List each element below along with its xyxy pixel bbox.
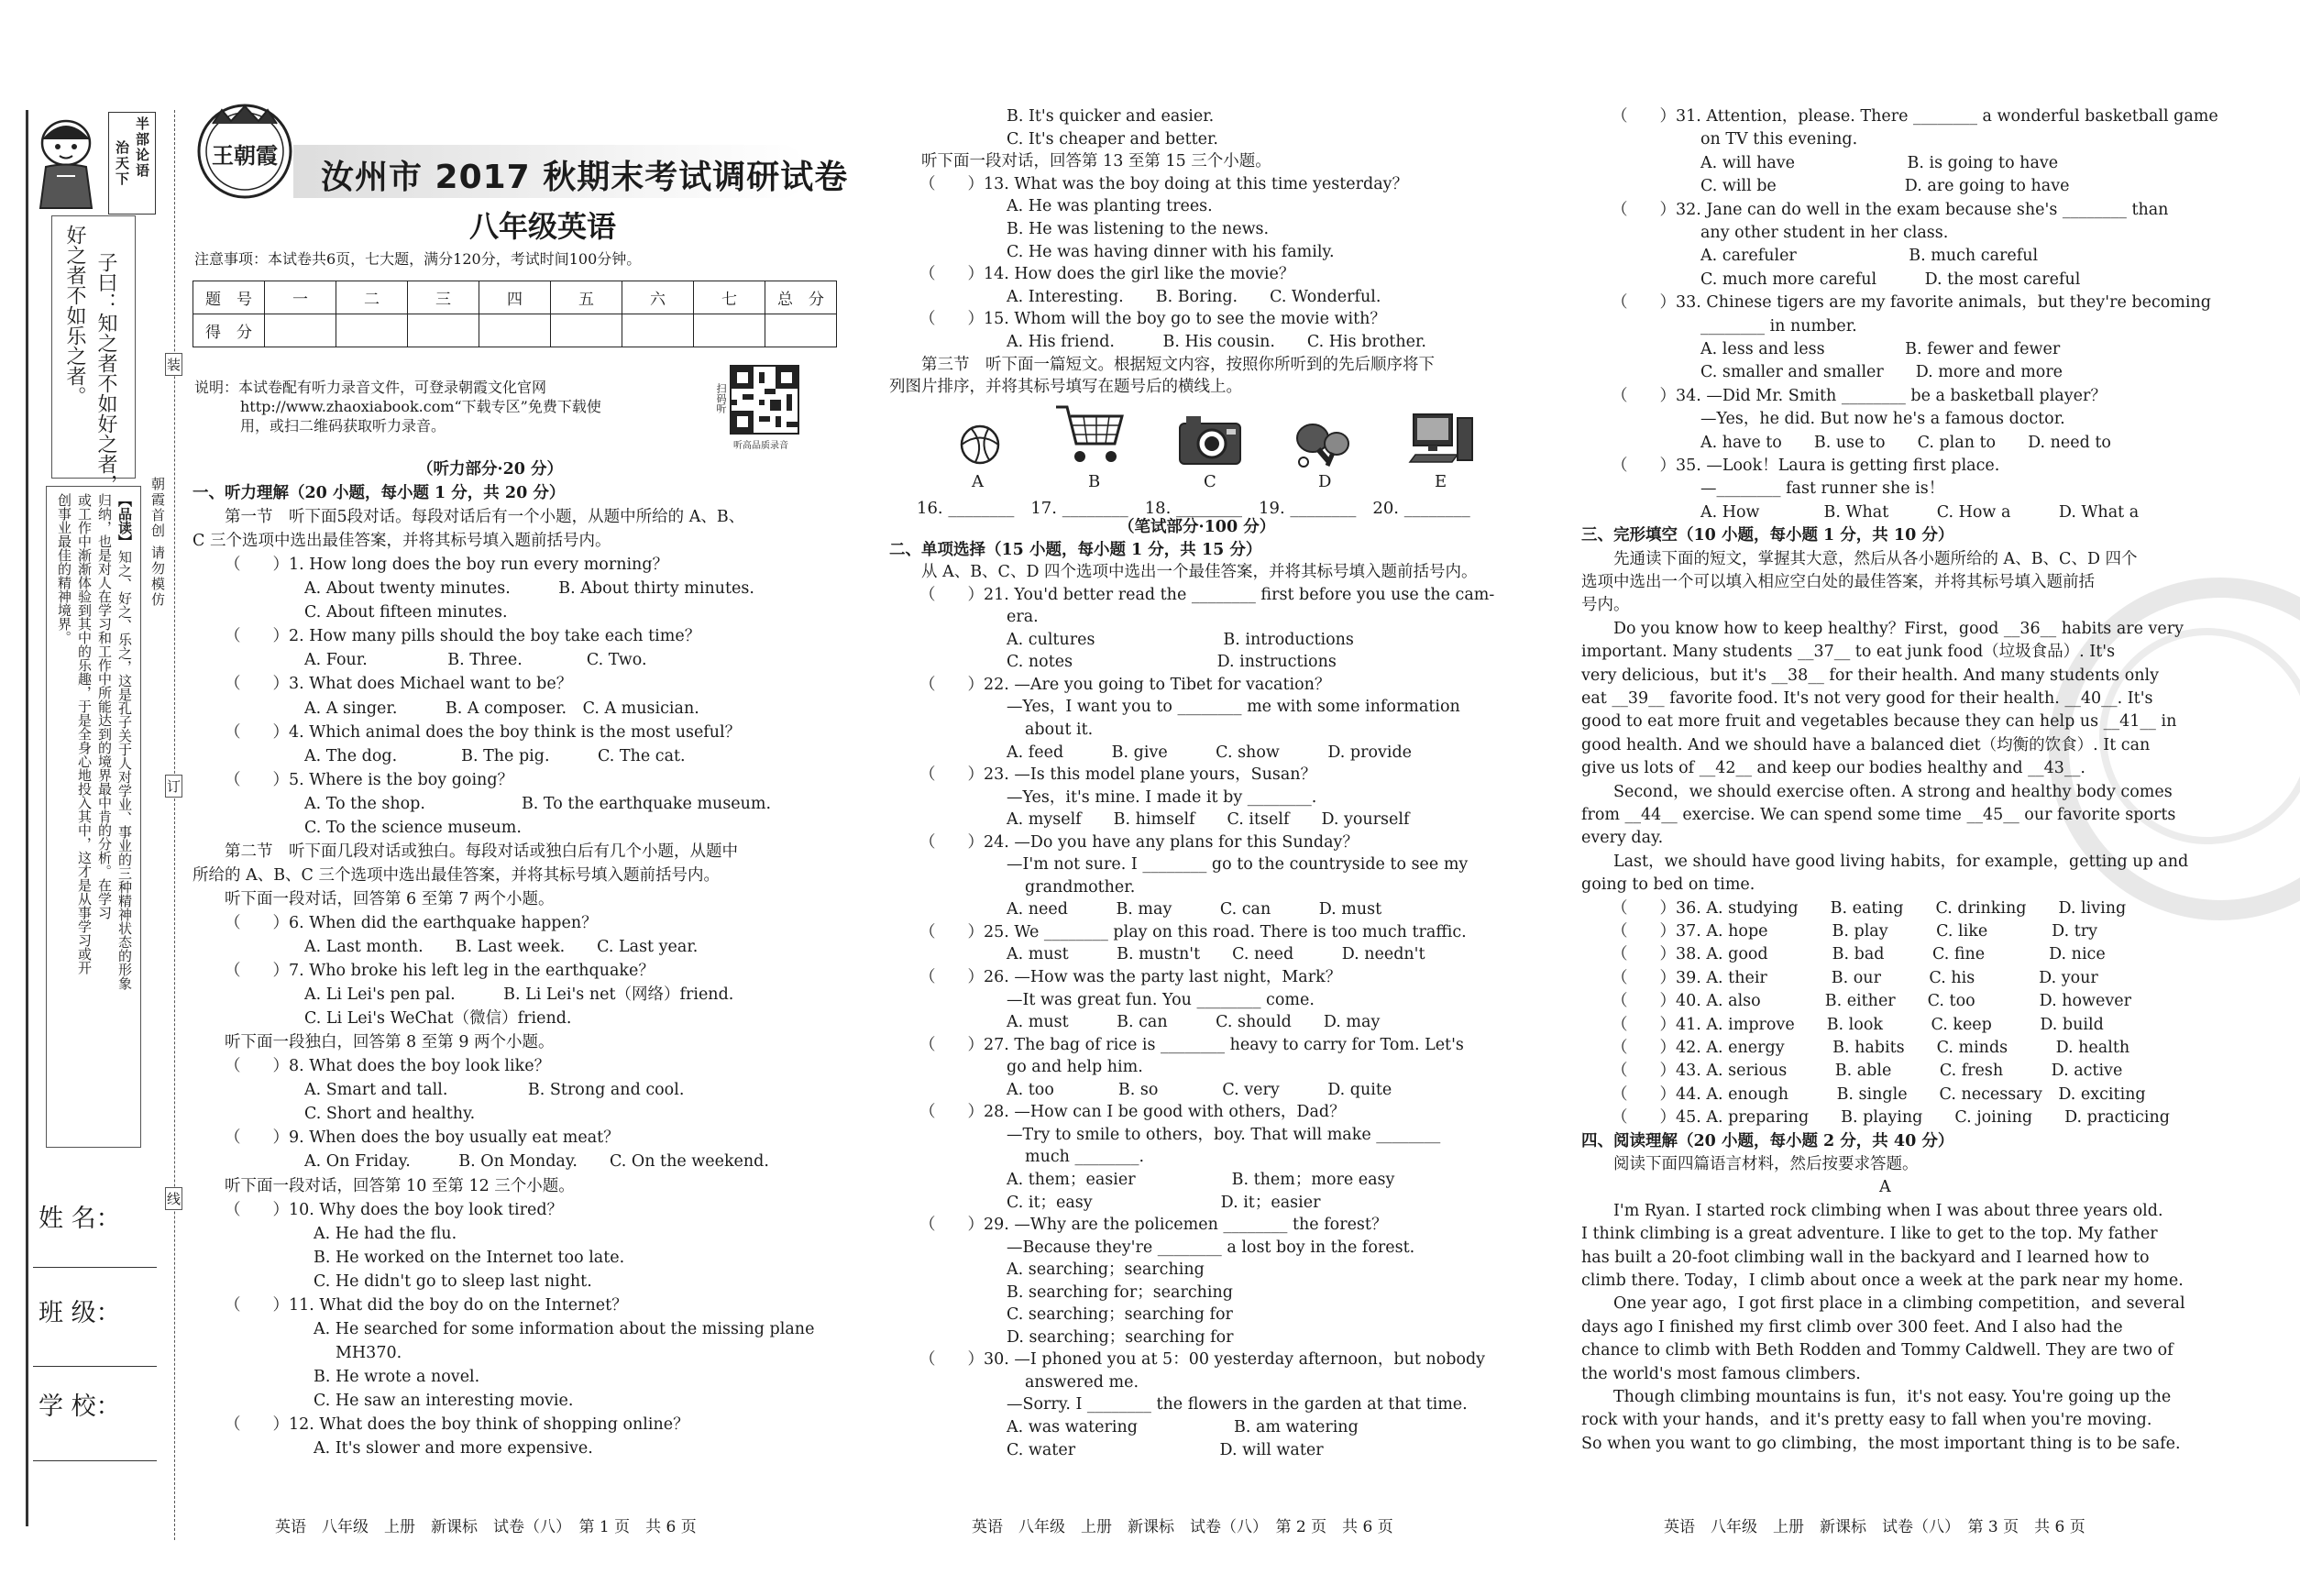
text-line: —Yes，I want you to ________ me with some information	[1007, 698, 1460, 717]
text-line: 听下面一段独白，回答第 8 至第 9 两个小题。	[193, 1033, 555, 1052]
picture-label: D	[1318, 472, 1332, 491]
score-table-header-row	[193, 281, 837, 314]
picture-answer-line[interactable]: 16. ________ 17. ________ 18. ________ 19. ________ 20. ________	[917, 499, 1470, 518]
text-line: —Because they're ________ a lost boy in the forest.	[1007, 1238, 1415, 1257]
text-line: A. searching；searching	[1007, 1260, 1205, 1280]
text-line: A. Interesting. B. Boring. C. Wonderful.	[1007, 287, 1381, 306]
text-line: —________ fast runner she is！	[1700, 479, 1945, 499]
text-line: A. Four. B. Three. C. Two.	[304, 651, 647, 670]
text-line: Do you know how to keep healthy？First，good __36__ habits are very	[1581, 619, 2184, 638]
question-line: （ ）44. A. enough B. single C. necessary D. exciting	[1612, 1084, 2146, 1104]
shopping-cart-icon	[1052, 402, 1126, 471]
banner-char: 半	[134, 116, 150, 132]
text-line: from __44__ exercise. We can spend some time __45__ our favorite sports	[1581, 806, 2176, 824]
text-line: very delicious，but it's __38__ for their health. And many students only	[1581, 666, 2159, 685]
text-line: A. feed B. give C. show D. provide	[1007, 743, 1413, 762]
question-line: （ ）8. What does the boy look like？	[225, 1057, 551, 1076]
score-cell: 五	[551, 281, 622, 314]
score-input[interactable]	[479, 314, 551, 347]
banner-char: 语	[134, 163, 150, 179]
text-line: C. About fifteen minutes.	[304, 603, 508, 622]
text-line: A. It's slower and more expensive.	[314, 1439, 593, 1458]
score-cell: 二	[336, 281, 408, 314]
text-line: A. need B. may C. can D. must	[1007, 900, 1382, 919]
score-input[interactable]	[408, 314, 479, 347]
text-line: rock with your hands，and it's pretty easy to fall when you're moving.	[1581, 1411, 2152, 1430]
picture-label: A	[972, 472, 984, 491]
text-line: A. Smart and tall. B. Strong and cool.	[304, 1081, 685, 1100]
notice: 注意事项：本试卷共6页，七大题，满分120分，考试时间100分钟。	[194, 250, 642, 268]
page-footer-3: 英语 八年级 上册 新课标 试卷（八） 第 3 页 共 6 页	[1664, 1518, 2085, 1536]
text-line: A. myself B. himself C. itself D. yourself	[1007, 810, 1410, 830]
text-line: A. On Friday. B. On Monday. C. On the weekend.	[304, 1152, 769, 1172]
text-line: B. It's quicker and easier.	[1007, 107, 1215, 126]
text-line: I think climbing is a great adventure. I like to get to the top. My father	[1581, 1225, 2158, 1244]
text-line: —Try to smile to others，boy. That will make ________	[1007, 1125, 1441, 1144]
text-line: good health. And we should have a balanced diet（均衡的饮食）. It can	[1581, 735, 2151, 754]
text-line: Last，we should have good living habits，for example，getting up and	[1581, 852, 2189, 871]
banner-char: 天	[114, 156, 130, 171]
question-line: （ ）23. —Is this model plane yours，Susan？	[919, 765, 1317, 785]
sidebar-pindu-line: 或工作中渐渐体验到其中的乐趣，于是全身心地投入其中，这才是从事学习或开	[76, 493, 93, 974]
text-line: 三、完形填空（10 小题，每小题 1 分，共 10 分）	[1581, 526, 1954, 545]
banner-char: 下	[114, 171, 130, 187]
sidebar-quote-line: 好之者不如乐之者。	[63, 225, 86, 406]
text-line: C. To the science museum.	[304, 818, 522, 837]
text-line: C. searching；searching for	[1007, 1305, 1233, 1325]
text-line: C. much more careful D. the most careful	[1700, 270, 2081, 289]
text-line: A. will have B. is going to have	[1700, 153, 2059, 172]
sidebar-class-label: 班 级：	[39, 1299, 121, 1327]
explain-line: 说明：本试卷配有听力录音文件，可登录朝霞文化官网	[194, 379, 547, 396]
text-line: on TV this evening.	[1700, 130, 1858, 149]
text-line: C. it；easy D. it；easier	[1007, 1193, 1321, 1212]
text-line: eat __39__ favorite food. It's not very good for their health. __40__. It's	[1581, 689, 2153, 708]
text-line: A. carefuler B. much careful	[1700, 247, 2039, 266]
text-line: Though climbing mountains is fun，it's not easy. You're going up the	[1581, 1388, 2172, 1406]
text-line: any other student in her class.	[1700, 224, 1949, 242]
question-line: （ ）12. What does the boy think of shopping online？	[225, 1415, 689, 1434]
question-line: （ ）39. A. their B. our C. his D. your	[1612, 968, 2098, 987]
question-line: （ ）3. What does Michael want to be？	[225, 675, 573, 694]
text-line: 第三节 听下面一篇短文。根据短文内容，按照你所听到的先后顺序将下	[889, 355, 1435, 374]
qr-side-text: 扫码听	[715, 383, 727, 413]
score-table	[193, 281, 837, 347]
question-line: （ ）21. You'd better read the ________ first before you use the cam-	[919, 585, 1495, 604]
question-line: （ ）40. A. also B. either C. too D. however	[1612, 992, 2131, 1011]
text-line: good to eat more fruit and vegetables because they can help us __41__ in	[1581, 712, 2177, 732]
text-line: A. must B. mustn't C. need D. needn't	[1007, 945, 1425, 964]
text-line: C. water D. will water	[1007, 1440, 1324, 1459]
computer-icon	[1404, 409, 1478, 473]
text-line: 所给的 A、B、C 三个选项中选出最佳答案，并将其标号填入题前括号内。	[193, 865, 721, 885]
text-line: about it.	[1025, 720, 1094, 739]
text-line: A. He had the flu.	[314, 1224, 457, 1243]
score-table-score-row	[193, 314, 837, 347]
text-line: A. How B. What C. How a D. What a	[1700, 502, 2140, 522]
score-cell: 一	[265, 281, 336, 314]
text-line: One year ago，I got first place in a climbing competition，and several	[1581, 1294, 2185, 1314]
text-line: chance to climb with Beth Rodden and Tommy Caldwell. They are two of	[1581, 1341, 2173, 1360]
text-line: C 三个选项中选出最佳答案，并将其标号填入题前括号内。	[193, 532, 611, 551]
question-line: （ ）33. Chinese tigers are my favorite animals，but they're becoming	[1612, 293, 2211, 313]
text-line: the world's most famous climbers.	[1581, 1364, 1861, 1383]
fold-mark: 线	[165, 1187, 182, 1210]
text-line: A. Last month. B. Last week. C. Last year.	[304, 938, 699, 956]
text-line: grandmother.	[1025, 877, 1136, 897]
banner-char: 论	[134, 148, 150, 163]
sidebar-slogan: 朝霞首创 请勿模仿	[149, 477, 166, 608]
question-line: （ ）1. How long does the boy run every morning？	[225, 556, 669, 575]
text-line: 二、单项选择（15 小题，每小题 1 分，共 15 分）	[889, 540, 1262, 559]
sidebar-name-field[interactable]	[33, 1267, 157, 1268]
text-line: —Yes，he did. But now he's a famous doctor.	[1700, 410, 2065, 429]
question-line: （ ）14. How does the girl like the movie？	[919, 265, 1295, 284]
text-line: 一、听力理解（20 小题，每小题 1 分，共 20 分）	[193, 484, 566, 503]
text-line: answered me.	[1025, 1372, 1139, 1392]
question-line: （ ）28. —How can I be good with others，Dad？	[919, 1103, 1346, 1122]
sidebar-pindu-line: 创事业最佳的精神境界。	[56, 493, 72, 644]
question-line: （ ）9. When does the boy usually eat meat？	[225, 1128, 620, 1148]
text-line: —It was great fun. You ________ come.	[1007, 990, 1315, 1009]
text-line: going to bed on time.	[1581, 875, 1755, 895]
question-line: （ ）27. The bag of rice is ________ heavy to carry for Tom. Let's	[919, 1035, 1464, 1054]
text-line: —Yes，it's mine. I made it by ________.	[1007, 787, 1317, 807]
explain-line: 用，或扫二维码获取听力录音。	[240, 417, 446, 435]
text-line: give us lots of __42__ and keep our bodies healthy and __43__.	[1581, 759, 2085, 778]
text-line: MH370.	[336, 1343, 402, 1362]
qr-caption: 听高品质录音	[733, 441, 788, 451]
picture-label: E	[1435, 472, 1447, 491]
text-line: has built a 20-foot climbing wall in the backyard and I learned how to	[1581, 1248, 2150, 1267]
sidebar-name-label: 姓 名：	[39, 1205, 121, 1233]
text-line: A. To the shop. B. To the earthquake museum.	[304, 794, 772, 813]
score-cell: 三	[408, 281, 479, 314]
text-line: 第一节 听下面5段对话。每段对话后有一个小题，从题中所给的 A、B、	[193, 508, 745, 527]
text-line: B. He wrote a novel.	[314, 1367, 480, 1386]
volleyball-icon	[953, 422, 1007, 471]
text-line: 先通读下面的短文，掌握其大意，然后从各小题所给的 A、B、C、D 四个	[1581, 549, 2138, 568]
question-line: （ ）10. Why does the boy look tired？	[225, 1200, 564, 1219]
question-line: （ ）4. Which animal does the boy think is the most useful？	[225, 722, 742, 742]
question-line: （ ）13. What was the boy doing at this time yesterday？	[919, 174, 1409, 193]
question-line: （ ）26. —How was the party last night，Mark？	[919, 968, 1342, 986]
score-cell: 四	[479, 281, 551, 314]
text-line: C. He didn't go to sleep last night.	[314, 1271, 592, 1291]
text-line: A. must B. can C. should D. may	[1007, 1013, 1381, 1032]
text-line: A. was watering B. am watering	[1007, 1418, 1359, 1436]
text-line: A. Li Lei's pen pal. B. Li Lei's net（网络）friend.	[304, 985, 734, 1005]
question-line: （ ）35. —Look！Laura is getting first place.	[1612, 457, 2000, 475]
sidebar-banner	[108, 112, 156, 215]
text-line: B. He was listening to the news.	[1007, 220, 1270, 238]
question-line: （ ）30. —I phoned you at 5：00 yesterday afternoon，but nobody	[919, 1350, 1486, 1370]
question-line: （ ）24. —Do you have any plans for this Sunday？	[919, 832, 1359, 852]
score-input[interactable]	[694, 314, 765, 347]
text-line: A. The dog. B. The pig. C. The cat.	[304, 746, 686, 765]
text-line: —I'm not sure. I ________ go to the countryside to see my	[1007, 855, 1469, 875]
score-cell: 七	[694, 281, 765, 314]
text-line: 号内。	[1581, 596, 1630, 615]
text-line: 列图片排序，并将其标号填写在题号后的横线上。	[889, 378, 1242, 397]
text-line: important. Many students __37__ to eat junk food（垃圾食品）. It's	[1581, 643, 2116, 662]
score-cell: 题 号	[193, 281, 265, 314]
text-line: D. searching；searching for	[1007, 1327, 1234, 1347]
text-line: B. searching for；searching	[1007, 1282, 1233, 1302]
text-line: I'm Ryan. I started rock climbing when I was about three years old.	[1581, 1201, 2163, 1220]
camera-icon	[1177, 411, 1243, 471]
sidebar-pindu-line: 归纳，也是对人在学习和工作中所能达到的境界最中肯的分析。在学习	[96, 493, 113, 919]
text-line: C. He was having dinner with his family.	[1007, 242, 1335, 261]
question-line: （ ）5. Where is the boy going？	[225, 770, 514, 789]
text-line: C. notes D. instructions	[1007, 653, 1337, 672]
text-line: 听下面一段对话，回答第 6 至第 7 两个小题。	[193, 889, 555, 908]
text-line: C. Short and healthy.	[304, 1105, 476, 1124]
fold-mark: 装	[165, 353, 182, 376]
question-line: （ ）11. What did the boy do on the Internet？	[225, 1295, 628, 1315]
text-line: 四、阅读理解（20 小题，每小题 2 分，共 40 分）	[1581, 1131, 1954, 1150]
sidebar-school-label: 学 校：	[39, 1392, 121, 1421]
text-line: every day.	[1581, 829, 1664, 848]
text-line: 选项中选出一个可以填入相应空白处的最佳答案，并将其标号填入题前括	[1581, 573, 2095, 591]
text-line: ________ in number.	[1700, 316, 1857, 336]
sidebar-quote-line: 子曰：知之者不如好之者，	[94, 252, 117, 494]
sidebar-class-field[interactable]	[33, 1366, 157, 1367]
binding-line	[174, 110, 175, 1540]
text-line: go and help him.	[1007, 1058, 1143, 1077]
page-footer-2: 英语 八年级 上册 新课标 试卷（八） 第 2 页 共 6 页	[972, 1518, 1393, 1536]
text-line: C. It's cheaper and better.	[1007, 129, 1218, 149]
sidebar-school-field[interactable]	[33, 1460, 157, 1461]
question-line: （ ）6. When did the earthquake happen？	[225, 913, 598, 932]
score-input[interactable]	[336, 314, 408, 347]
text-line: A. He was planting trees.	[1007, 197, 1213, 216]
question-line: （ ）15. Whom will the boy go to see the movie with？	[919, 310, 1386, 329]
explain-line: http://www.zhaoxiabook.com“下载专区”免费下载使	[240, 398, 601, 415]
score-input[interactable]	[765, 314, 837, 347]
text-line: A. His friend. B. His cousin. C. His brother.	[1007, 333, 1426, 351]
text-line: C. smaller and smaller D. more and more	[1700, 363, 2063, 382]
question-line: （ ）31. Attention，please. There ________ a wonderful basketball game	[1612, 107, 2218, 126]
text-line: A. He searched for some information about the missing plane	[314, 1319, 815, 1338]
text-line: C. He saw an interesting movie.	[314, 1391, 574, 1410]
text-line: 听下面一段对话，回答第 13 至第 15 三个小题。	[889, 152, 1271, 171]
text-line: C. will be D. are going to have	[1700, 177, 2070, 196]
text-line: 阅读下面四篇语言材料，然后按要求答题。	[1581, 1155, 1919, 1173]
question-line: （ ）43. A. serious B. able C. fresh D. active	[1612, 1062, 2123, 1081]
question-line: （ ）42. A. energy B. habits C. minds D. health	[1612, 1039, 2130, 1057]
question-line: （ ）37. A. hope B. play C. like D. try	[1612, 922, 2097, 941]
banner-char: 部	[134, 132, 150, 148]
text-line: C. Li Lei's WeChat（微信）friend.	[304, 1009, 572, 1029]
ping-pong-icon	[1291, 420, 1355, 475]
sidebar-mascot	[29, 112, 103, 213]
score-input[interactable]	[265, 314, 336, 347]
page-footer-1: 英语 八年级 上册 新课标 试卷（八） 第 1 页 共 6 页	[275, 1518, 697, 1536]
text-line: A. less and less B. fewer and fewer	[1700, 340, 2061, 358]
text-line: A. cultures B. introductions	[1007, 630, 1354, 649]
sidebar-pindu-line: 知之、好之、乐之，这是孔子关于人对学业、事业的三种精神状态的形象	[116, 550, 133, 990]
score-cell: 六	[622, 281, 694, 314]
banner-char: 治	[114, 140, 130, 156]
score-label: 得 分	[193, 314, 265, 347]
text-line: A	[1879, 1178, 1891, 1197]
fold-mark: 订	[165, 775, 182, 798]
text-line: A. About twenty minutes. B. About thirty minutes.	[304, 579, 754, 599]
text-line: days ago I finished my first climb over 300 feet. And I also had the	[1581, 1317, 2123, 1337]
question-line: （ ）34. —Did Mr. Smith ________ be a basketball player？	[1612, 386, 2107, 405]
exam-title: 汝州市 2017 秋期末考试调研试卷	[321, 159, 849, 196]
brand-logo-text: 王朝霞	[212, 142, 278, 169]
question-line: （ ）29. —Why are the policemen ________ the forest？	[919, 1216, 1388, 1235]
question-line: （ ）36. A. studying B. eating C. drinking D. living	[1612, 898, 2127, 918]
text-line: So when you want to go climbing，the most important thing is to be safe.	[1581, 1434, 2181, 1453]
sidebar-pindu-title: 【品读】	[116, 493, 133, 548]
question-line: （听力部分·20 分）	[417, 460, 564, 479]
exam-subtitle: 八年级英语	[469, 209, 617, 244]
qr-code[interactable]	[730, 365, 799, 435]
question-line: （ ）25. We ________ play on this road. There is too much traffic.	[919, 922, 1467, 941]
text-line: A. A singer. B. A composer. C. A musician.	[304, 699, 699, 718]
text-line: Second，we should exercise often. A strong and healthy body comes	[1581, 782, 2173, 801]
question-line: （ ）32. Jane can do well in the exam because she's ________ than	[1612, 200, 2169, 219]
text-line: —Sorry. I ________ the flowers in the garden at that time.	[1007, 1395, 1468, 1414]
text-line: much ________.	[1025, 1148, 1145, 1167]
text-line: 听下面一段对话，回答第 10 至第 12 三个小题。	[193, 1176, 575, 1195]
score-cell: 总 分	[765, 281, 837, 314]
text-line: A. have to B. use to C. plan to D. need to	[1700, 433, 2111, 452]
question-line: （ ）41. A. improve B. look C. keep D. build	[1612, 1015, 2104, 1034]
text-line: B. He worked on the Internet too late.	[314, 1248, 625, 1267]
brand-logo	[194, 101, 295, 202]
score-input[interactable]	[551, 314, 622, 347]
text-line: 第二节 听下面几段对话或独白。每段对话或独白后有几个小题，从题中	[193, 842, 738, 861]
question-line: （ ）2. How many pills should the boy take each time？	[225, 627, 701, 646]
picture-label: B	[1088, 472, 1101, 491]
question-line: （ ）45. A. preparing B. playing C. joining D. practicing	[1612, 1108, 2170, 1128]
picture-label: C	[1204, 472, 1216, 491]
text-line: 从 A、B、C、D 四个选项中选出一个最佳答案，并将其标号填入题前括号内。	[889, 563, 1478, 582]
score-input[interactable]	[622, 314, 694, 347]
question-line: （ ）22. —Are you going to Tibet for vacation？	[919, 675, 1331, 694]
text-line: A. too B. so C. very D. quite	[1007, 1080, 1392, 1099]
question-line: （ ）38. A. good B. bad C. fine D. nice	[1612, 945, 2106, 964]
question-line: （ ）7. Who broke his left leg in the earthquake？	[225, 962, 655, 981]
text-line: A. them；easier B. them；more easy	[1007, 1170, 1395, 1189]
question-line: （笔试部分·100 分）	[1118, 518, 1276, 536]
text-line: era.	[1007, 608, 1039, 627]
text-line: climb there. Today，I climb about once a week at the park near my home.	[1581, 1271, 2184, 1290]
